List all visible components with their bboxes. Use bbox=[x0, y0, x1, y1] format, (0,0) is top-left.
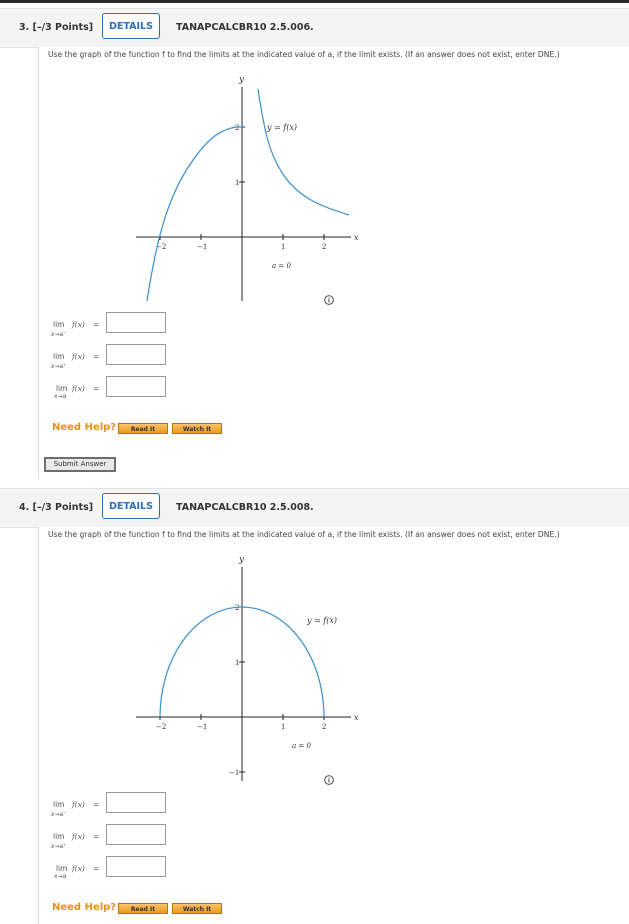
watch-it-button[interactable]: Watch It bbox=[172, 423, 222, 434]
curve-label: y = f(x) bbox=[267, 123, 298, 132]
tick-y-1: 1 bbox=[235, 179, 240, 187]
answer-left-limit[interactable] bbox=[106, 792, 166, 813]
details-button-q4[interactable]: DETAILS bbox=[102, 493, 160, 519]
tick-y-2: 2 bbox=[235, 124, 240, 132]
question-3-header bbox=[0, 8, 629, 48]
tick-x-m2: −2 bbox=[156, 723, 167, 731]
watch-it-button[interactable]: Watch It bbox=[172, 903, 222, 914]
lim-subscript: x→a⁺ bbox=[51, 363, 67, 370]
answer-two-sided-limit[interactable] bbox=[106, 856, 166, 877]
lim-function: f(x) bbox=[72, 320, 85, 329]
lim-function: f(x) bbox=[72, 384, 85, 393]
info-circle-icon[interactable] bbox=[324, 295, 334, 305]
tick-x-2: 2 bbox=[322, 723, 327, 731]
lim-word: lim bbox=[53, 352, 65, 361]
tick-y-1: 1 bbox=[235, 659, 240, 667]
answer-left-limit[interactable] bbox=[106, 312, 166, 333]
question-4-body bbox=[38, 527, 629, 924]
info-circle-icon[interactable] bbox=[324, 775, 334, 785]
lim-subscript: x→a bbox=[54, 393, 67, 400]
lim-equals: = bbox=[93, 864, 100, 873]
a-label: a = 0 bbox=[272, 262, 291, 270]
tick-x-1: 1 bbox=[281, 243, 286, 251]
q3-graph bbox=[127, 69, 377, 309]
a-label: a = 0 bbox=[292, 742, 311, 750]
details-button-q3[interactable]: DETAILS bbox=[102, 13, 160, 39]
lim-function: f(x) bbox=[72, 352, 85, 361]
question-3-number: 3. [–/3 Points] bbox=[19, 22, 94, 33]
read-it-button[interactable]: Read It bbox=[118, 903, 168, 914]
lim-subscript: x→a bbox=[54, 873, 67, 880]
q4-graph bbox=[127, 549, 377, 789]
question-4-code: TANAPCALCBR10 2.5.008. bbox=[176, 502, 314, 513]
lim-function: f(x) bbox=[72, 832, 85, 841]
lim-word: lim bbox=[56, 384, 68, 393]
lim-word: lim bbox=[53, 800, 65, 809]
x-axis-label: x bbox=[354, 713, 359, 722]
y-axis-label: y bbox=[239, 75, 245, 85]
lim-function: f(x) bbox=[72, 800, 85, 809]
question-4-instructions: Use the graph of the function f to find the limits at the indicated value of a, if the limit exists. (If an answer does not exist, enter DNE.) bbox=[48, 530, 560, 539]
top-border bbox=[0, 0, 629, 3]
read-it-button[interactable]: Read It bbox=[118, 423, 168, 434]
y-axis-label: y bbox=[239, 555, 245, 565]
question-3-instructions: Use the graph of the function f to find the limits at the indicated value of a, if the limit exists. (If an answer does not exist, enter DNE.) bbox=[48, 50, 560, 59]
tick-x-2: 2 bbox=[322, 243, 327, 251]
question-3-code: TANAPCALCBR10 2.5.006. bbox=[176, 22, 314, 33]
question-4-header bbox=[0, 488, 629, 528]
tick-x-m2: −2 bbox=[156, 243, 167, 251]
lim-equals: = bbox=[93, 800, 100, 809]
question-4-number: 4. [–/3 Points] bbox=[19, 502, 94, 513]
need-help-label: Need Help? bbox=[52, 422, 117, 433]
lim-equals: = bbox=[93, 832, 100, 841]
submit-answer-button[interactable]: Submit Answer bbox=[44, 457, 116, 472]
lim-subscript: x→a⁺ bbox=[51, 843, 67, 850]
answer-right-limit[interactable] bbox=[106, 344, 166, 365]
lim-equals: = bbox=[93, 352, 100, 361]
tick-x-m1: −1 bbox=[197, 243, 208, 251]
curve-right-branch bbox=[258, 89, 349, 215]
lim-word: lim bbox=[53, 320, 65, 329]
tick-x-1: 1 bbox=[281, 723, 286, 731]
curve-label: y = f(x) bbox=[307, 616, 338, 625]
tick-y-2: 2 bbox=[235, 604, 240, 612]
lim-word: lim bbox=[56, 864, 68, 873]
answer-right-limit[interactable] bbox=[106, 824, 166, 845]
lim-word: lim bbox=[53, 832, 65, 841]
lim-function: f(x) bbox=[72, 864, 85, 873]
lim-equals: = bbox=[93, 384, 100, 393]
question-3-body bbox=[38, 47, 629, 479]
lim-subscript: x→a⁻ bbox=[51, 811, 67, 818]
curve-left-branch bbox=[147, 127, 243, 301]
x-axis-label: x bbox=[354, 233, 359, 242]
need-help-label: Need Help? bbox=[52, 902, 117, 913]
lim-subscript: x→a⁻ bbox=[51, 331, 67, 338]
lim-equals: = bbox=[93, 320, 100, 329]
answer-two-sided-limit[interactable] bbox=[106, 376, 166, 397]
tick-x-m1: −1 bbox=[197, 723, 208, 731]
tick-y-m1: −1 bbox=[229, 769, 240, 777]
